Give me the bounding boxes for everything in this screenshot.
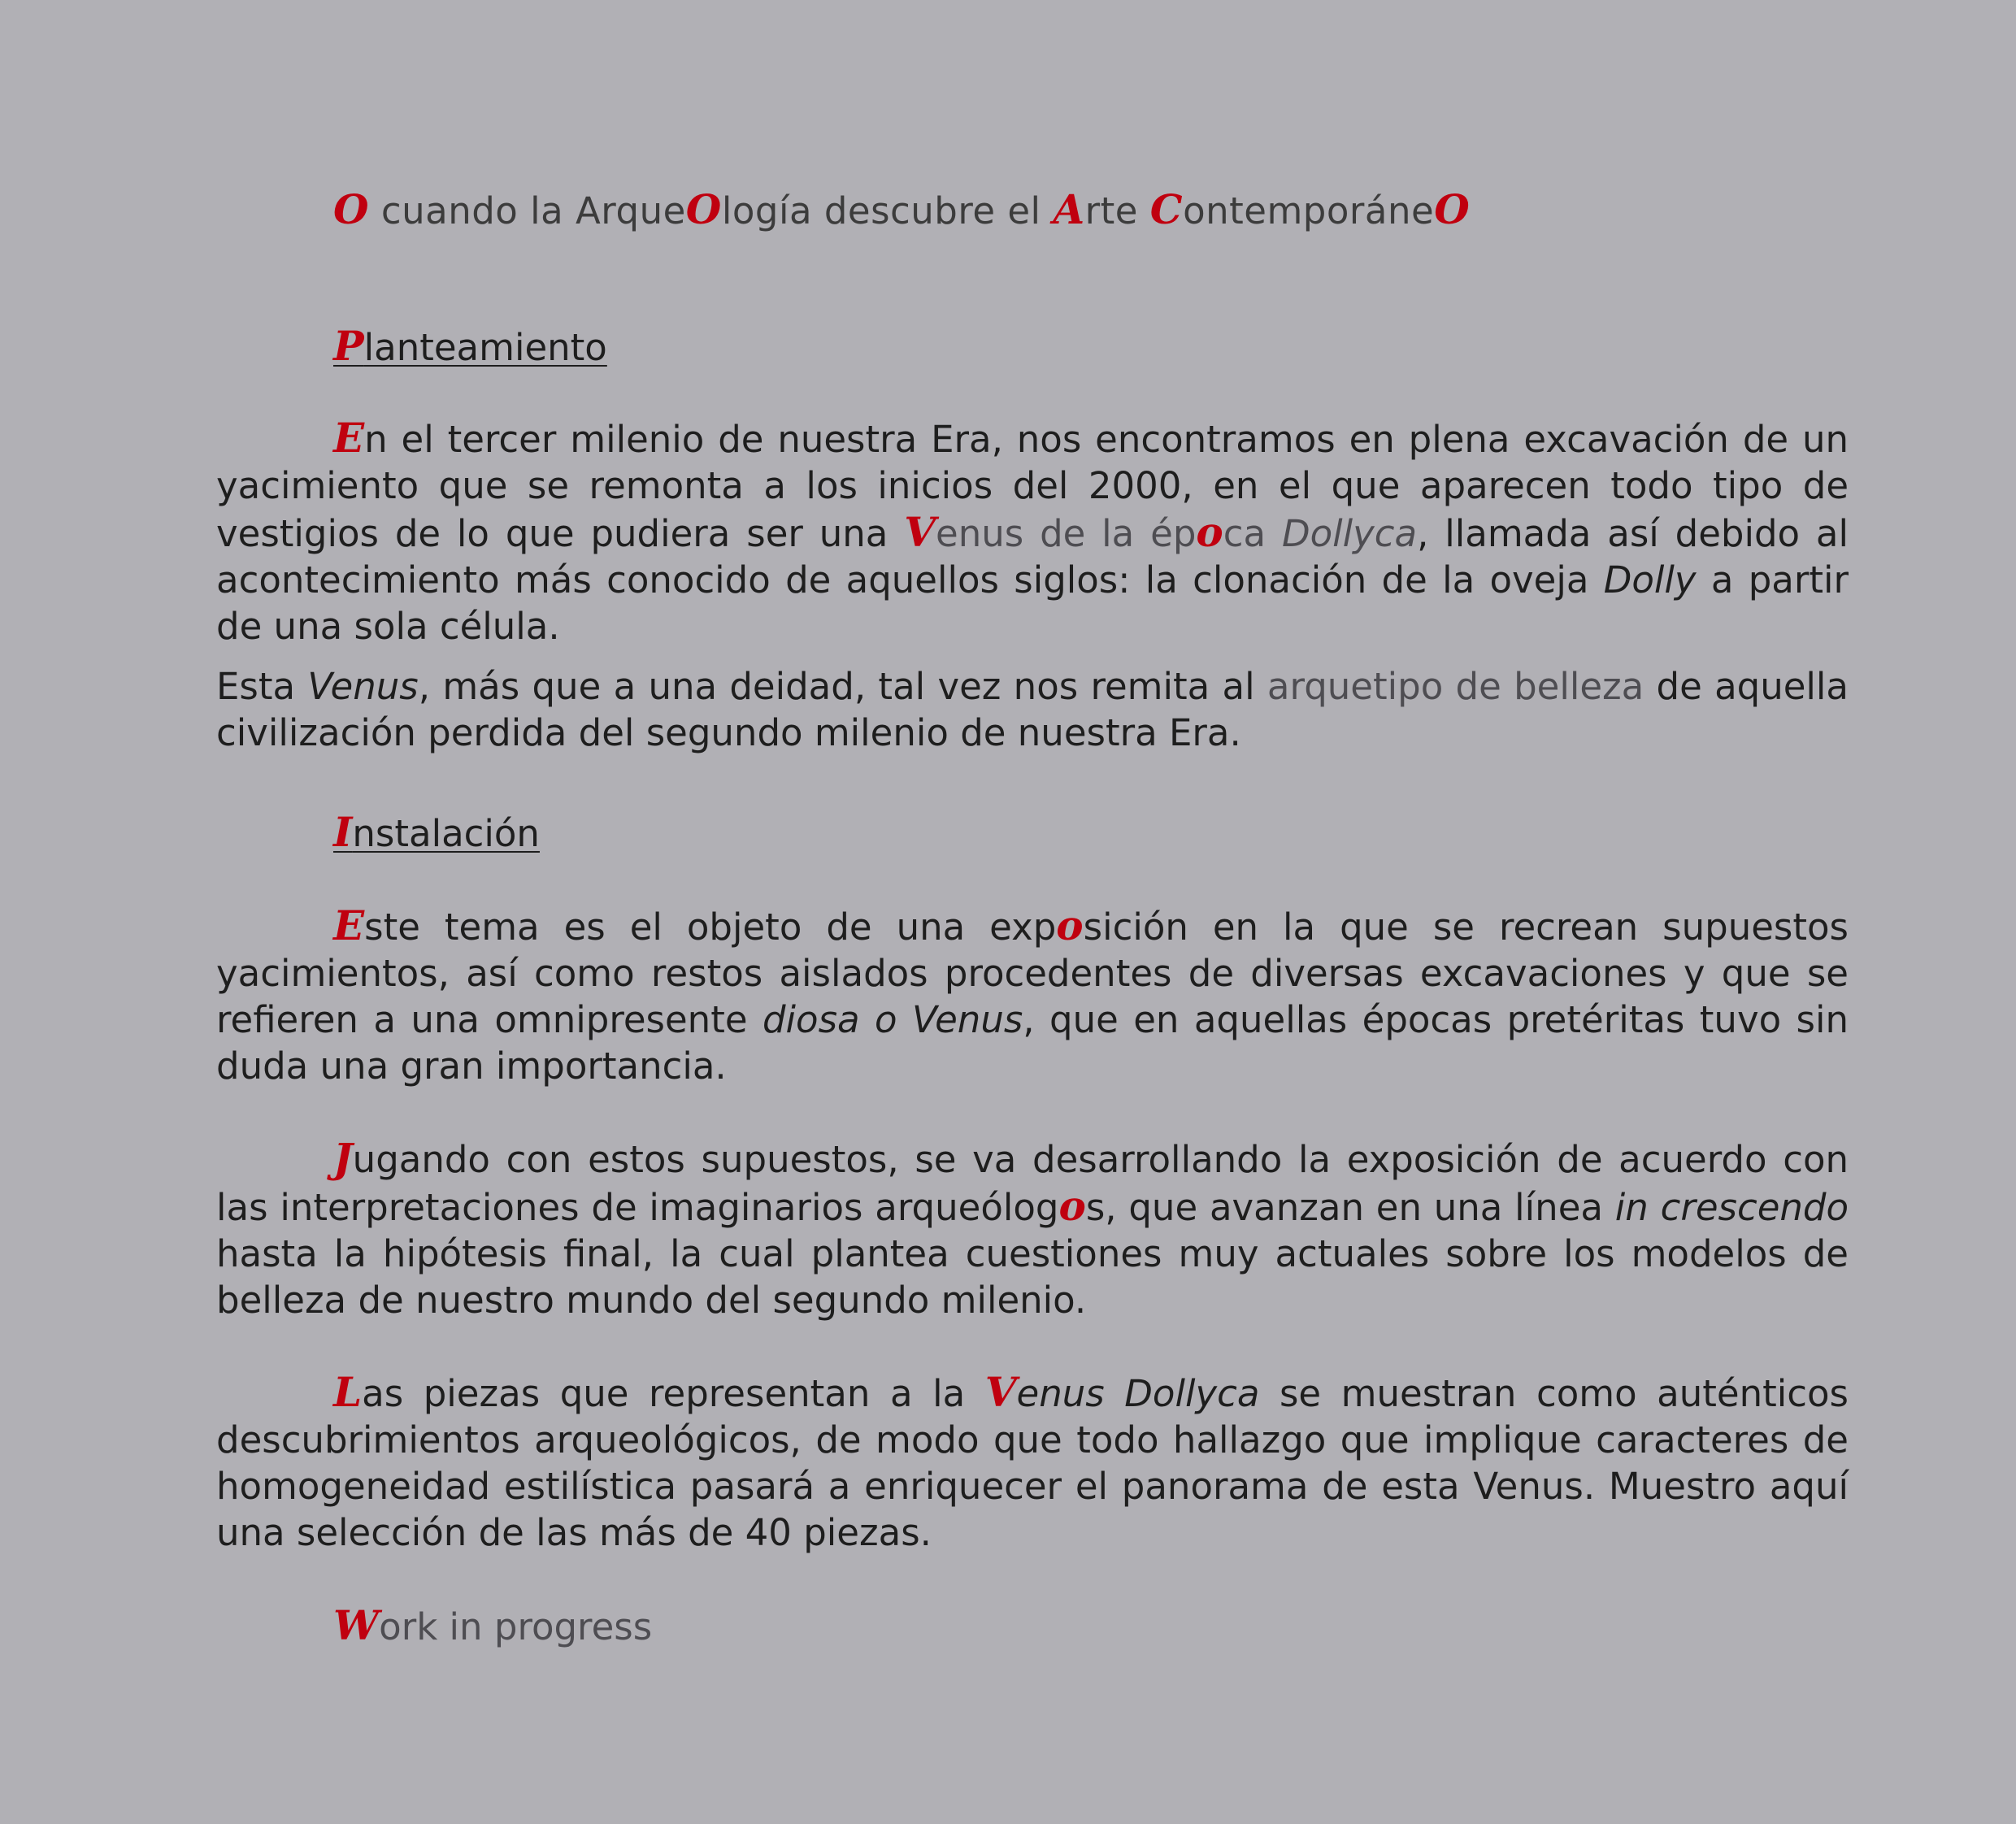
- paragraph-text: Esta: [216, 665, 308, 708]
- paragraph-instalacion-1: [216, 902, 1849, 1089]
- dolly-text: Dolly: [1603, 558, 1697, 601]
- title-final-o: O: [1434, 185, 1471, 233]
- venus-italic: Venus: [307, 665, 419, 708]
- paragraph-text: ugando con estos supuestos, se va desarrollando la exposición de acuerdo con las interpretaciones de imaginarios arqueólog: [216, 1138, 1849, 1229]
- heading-text: nstalación: [352, 812, 540, 855]
- footer-initial: W: [333, 1601, 380, 1649]
- paragraph-text-3: hasta la hipótesis final, la cual plantea cuestiones muy actuales sobre los modelos de belleza de nuestro mundo del segundo milenio.: [216, 1232, 1849, 1322]
- arqueologos-o: o: [1058, 1182, 1086, 1230]
- heading-planteamiento: [333, 322, 1966, 370]
- diosa-text: diosa o Venus: [762, 998, 1023, 1041]
- paragraph-text-3: de aquella civilización perdida del segundo milenio de nuestra Era.: [216, 665, 1849, 754]
- title-text-2: logía descubre el: [721, 189, 1054, 232]
- heading-text: lanteamiento: [363, 326, 607, 369]
- venus-dollyca-text: enus Dollyca: [1016, 1372, 1260, 1415]
- title-text-1: cuando la Arque: [369, 189, 686, 232]
- title-text-3: rte: [1084, 189, 1150, 232]
- paragraph-text-3: a partir de una sola célula.: [216, 558, 1849, 648]
- epoca-o: o: [1196, 508, 1223, 556]
- paragraph-text-2: s, que avanzan en una línea: [1085, 1186, 1615, 1229]
- paragraph-text: as piezas que representan a la: [362, 1372, 985, 1415]
- footer-text: ork in progress: [379, 1605, 653, 1648]
- paragraph-text-2: sición en la que se recrean supuestos yacimientos, así como restos aislados procedentes de diversas excavaciones y que se refieren a una omnipresente: [216, 905, 1849, 1041]
- title-initial-c: C: [1149, 185, 1184, 233]
- work-in-progress: [333, 1601, 1966, 1649]
- venus-text: enus de la ép: [936, 512, 1197, 555]
- title-initial-o: O: [333, 185, 370, 233]
- title-text-4: ontemporáne: [1183, 189, 1435, 232]
- paragraph-planteamiento-2: [216, 663, 1849, 756]
- paragraph-text-3: , que en aquellas épocas pretéritas tuvo sin duda una gran importancia.: [216, 998, 1849, 1088]
- title-initial-a: A: [1053, 185, 1085, 233]
- crescendo-text: in crescendo: [1614, 1186, 1849, 1229]
- paragraph-instalacion-2: [216, 1135, 1849, 1323]
- drop-initial: J: [333, 1134, 353, 1182]
- paragraph-text: n el tercer milenio de nuestra Era, nos encontramos en plena excavación de un yacimiento que se remonta a los inicios del 2000, en el que aparecen todo tipo de vestigios de lo que pudiera ser una: [216, 418, 1849, 555]
- paragraph-text-2: , más que a una deidad, tal vez nos remita al: [418, 665, 1267, 708]
- paragraph-text-2: , llamada así debido al acontecimiento más conocido de aquellos siglos: la clonación de la oveja: [216, 512, 1849, 601]
- venus-initial: V: [984, 1368, 1017, 1416]
- drop-initial: E: [333, 901, 365, 949]
- paragraph-instalacion-3: [216, 1369, 1849, 1556]
- venus-initial: V: [904, 508, 936, 556]
- heading-instalacion: [333, 808, 1966, 856]
- arquetipo-text: arquetipo de belleza: [1267, 665, 1645, 708]
- paragraph-text: ste tema es el objeto de una exp: [364, 905, 1057, 949]
- epoca-text: ca: [1223, 512, 1282, 555]
- title-initial-o-2: O: [685, 185, 722, 233]
- heading-initial: I: [333, 808, 353, 856]
- drop-initial: L: [333, 1368, 363, 1416]
- dollyca-text: Dollyca: [1281, 512, 1418, 555]
- drop-initial: E: [333, 414, 365, 462]
- paragraph-planteamiento-1: [216, 415, 1849, 649]
- paragraph-text-2: se muestran como auténticos descubrimientos arqueológicos, de modo que todo hallazgo que implique caracteres de homogeneidad estilística pasará a enriquecer el panorama de esta Venus. Muestro aquí una selección de las más de 40 piezas.: [216, 1372, 1849, 1554]
- document-title: [333, 185, 1966, 233]
- exposicion-o: o: [1056, 901, 1084, 949]
- heading-initial: P: [333, 322, 364, 370]
